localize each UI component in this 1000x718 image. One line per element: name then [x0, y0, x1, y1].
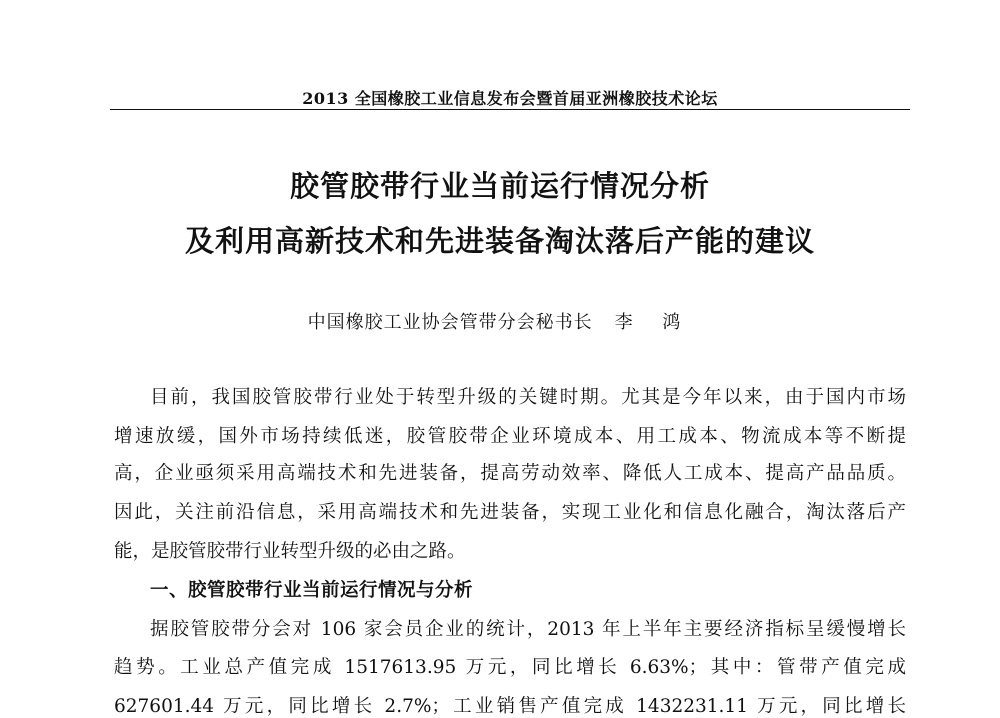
paragraph-1-line: 高，企业亟须采用高端技术和先进装备，提高劳动效率、降低人工成本、提高产品品质。: [114, 463, 906, 484]
paragraph-1-line: 增速放缓，国外市场持续低迷，胶管胶带企业环境成本、用工成本、物流成本等不断提: [114, 426, 906, 447]
author-line: [0, 308, 1000, 334]
paragraph-2-line: 趋势。工业总产值完成 1517613.95 万元，同比增长 6.63%；其中：管带产值完成: [114, 657, 906, 678]
paragraph-1-line: 能，是胶管胶带行业转型升级的必由之路。: [114, 541, 466, 562]
paragraph-1-line: 因此，关注前沿信息，采用高端技术和先进装备，实现工业化和信息化融合，淘汰落后产: [114, 502, 906, 523]
article-title-line-1: 胶管胶带行业当前运行情况分析: [289, 169, 710, 203]
article-title-line-2: 及利用高新技术和先进装备淘汰落后产能的建议: [184, 224, 815, 258]
paragraph-1-line: 目前，我国胶管胶带行业处于转型升级的关键时期。尤其是今年以来，由于国内市场: [150, 387, 906, 408]
header-rule: [110, 109, 910, 110]
paragraph-2-line: 据胶管胶带分会对 106 家会员企业的统计，2013 年上半年主要经济指标呈缓慢增长: [150, 619, 906, 640]
author-name: 李 鸿: [614, 312, 693, 333]
paragraph-2-line: 627601.44 万元，同比增长 2.7%；工业销售产值完成 1432231.11 万元，同比增长: [114, 696, 906, 717]
running-header: 2013 全国橡胶工业信息发布会暨首届亚洲橡胶技术论坛: [302, 89, 718, 108]
author-affiliation: 中国橡胶工业协会管带分会秘书长: [307, 312, 593, 333]
section-heading: 一、胶管胶带行业当前运行情况与分析: [150, 580, 474, 601]
